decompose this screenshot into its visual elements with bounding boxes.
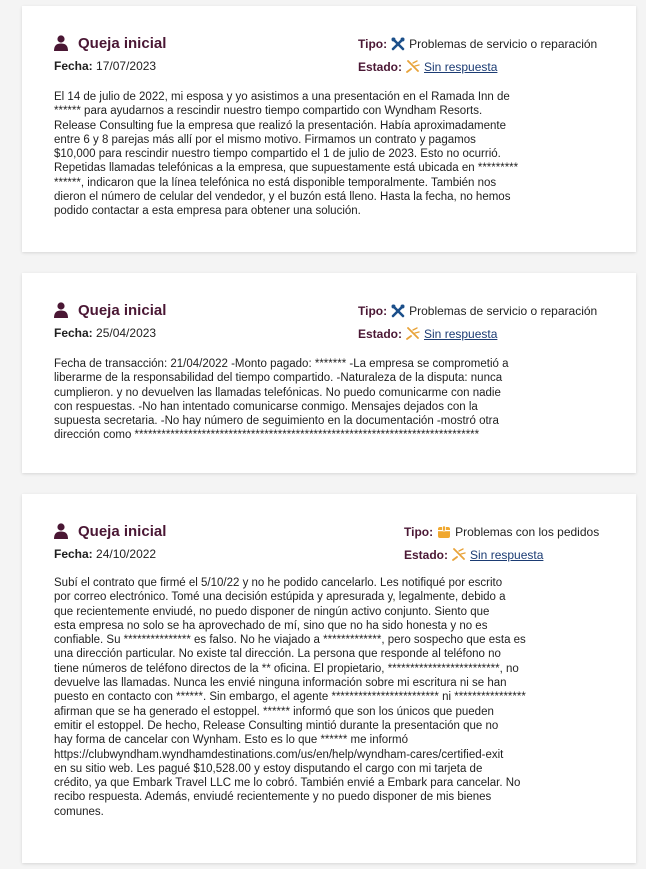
complaint-header bbox=[54, 300, 166, 341]
status-link[interactable]: Sin respuesta bbox=[424, 60, 498, 74]
tools-icon bbox=[391, 37, 405, 51]
type-label: Tipo: bbox=[358, 37, 388, 51]
date-label: Fecha: bbox=[54, 326, 93, 340]
tools-icon bbox=[391, 304, 405, 318]
complaint-meta bbox=[358, 303, 597, 342]
complaint-date: 25/04/2023 bbox=[96, 326, 157, 340]
complaint-type: Problemas de servicio o reparación bbox=[409, 304, 598, 318]
complaint-card bbox=[22, 494, 636, 863]
status-label: Estado: bbox=[358, 327, 403, 341]
complaint-header bbox=[54, 33, 166, 74]
complaint-title: Queja inicial bbox=[78, 34, 167, 52]
complaint-meta bbox=[404, 524, 599, 563]
complaint-meta bbox=[358, 36, 597, 75]
date-label: Fecha: bbox=[54, 59, 93, 73]
complaint-body: Subí el contrato que firmé el 5/10/22 y no he podido cancelarlo. Les notifiqué por escrito por correo electrónico. Tomé una decisión estúpida y apresurada y, legalmente, debido a que recientemente enviudé, no puedo disponer de ningún activo conjunto. Siento que esta empresa no solo se ha aprovechado de mí, sino que no ha sido honesta y no es confiable. Su *************** es falso. No he viajado a *************, pero sospecho que esta es una dirección particular. No existe tal dirección. La persona que responde al teléfono no tiene números de teléfono directos de la ** oficina. El propietario, *************************, no devuelve las llamadas. Nunca les envié ninguna información sobre mi escritura ni se han puesto en contacto con ******. Sin embargo, el agente ************************ ni **************** afirman que se ha generado el estoppel. ****** informó que son los únicos que pueden emitir el estoppel. De hecho, Release Consulting mintió durante la presentación que no hay forma de cancelar con Wynham. Esto es lo que ****** me informó https://clubwyndham.wyndhamdestinations.com/us/en/help/wyndham-cares/certified-exit en su sitio web. Les pagué $10,528.00 y estoy disputando el cargo con mi tarjeta de crédito, ya que Embark Travel LLC me lo cobró. También envié a Embark para cancelar. No recibo respuesta. Además, enviudé recientemente y no puedo disponer de mis bienes comunes. bbox=[54, 577, 526, 818]
status-link[interactable]: Sin respuesta bbox=[424, 327, 498, 341]
complaint-type: Problemas de servicio o reparación bbox=[409, 37, 598, 51]
status-label: Estado: bbox=[404, 548, 449, 562]
complaint-date: 24/10/2022 bbox=[96, 547, 157, 561]
date-label: Fecha: bbox=[54, 547, 93, 561]
complaint-type: Problemas con los pedidos bbox=[455, 525, 600, 539]
no-response-icon bbox=[406, 60, 420, 74]
complaint-body: Fecha de transacción: 21/04/2022 -Monto pagado: ******* -La empresa se comprometió a liberarme de la responsabilidad del tiempo compartido. -Naturaleza de la disputa: nunca cumplieron. y no devuelven las llamadas telefónicas. No puedo comunicarme con nadie con respuestas. -No han intentado comunicarse conmigo. Mensajes dejados con la supuesta secretaria. -No hay número de seguimiento en la documentación -mostró otra dirección como ***************************************************************************** bbox=[54, 358, 509, 442]
status-link[interactable]: Sin respuesta bbox=[470, 548, 544, 562]
person-icon bbox=[54, 35, 68, 51]
box-icon bbox=[437, 525, 451, 539]
type-label: Tipo: bbox=[404, 525, 434, 539]
person-icon bbox=[54, 523, 68, 539]
complaint-card bbox=[22, 273, 636, 473]
complaint-title: Queja inicial bbox=[78, 301, 167, 319]
complaint-header bbox=[54, 521, 166, 562]
type-label: Tipo: bbox=[358, 304, 388, 318]
complaint-date: 17/07/2023 bbox=[96, 59, 157, 73]
complaint-title: Queja inicial bbox=[78, 522, 167, 540]
complaint-card bbox=[22, 6, 636, 252]
status-label: Estado: bbox=[358, 60, 403, 74]
person-icon bbox=[54, 302, 68, 318]
no-response-icon bbox=[452, 548, 466, 562]
complaint-body: El 14 de julio de 2022, mi esposa y yo asistimos a una presentación en el Ramada Inn de ****** para ayudarnos a rescindir nuestro tiempo compartido con Wyndham Resorts. Release Consulting fue la empresa que realizó la presentación. Había aproximadamente entre 6 y 8 parejas más allí por el mismo motivo. Firmamos un contrato y pagamos $10,000 para rescindir nuestro tiempo compartido el 1 de julio de 2023. Esto no ocurrió. Repetidas llamadas telefónicas a la empresa, que supuestamente está ubicada en ********* ******, indicaron que la línea telefónica no está disponible temporalmente. También nos dieron el número de celular del vendedor, y el buzón está lleno. Hasta la fecha, no hemos podido contactar a esta empresa para obtener una solución. bbox=[54, 91, 519, 218]
no-response-icon bbox=[406, 327, 420, 341]
